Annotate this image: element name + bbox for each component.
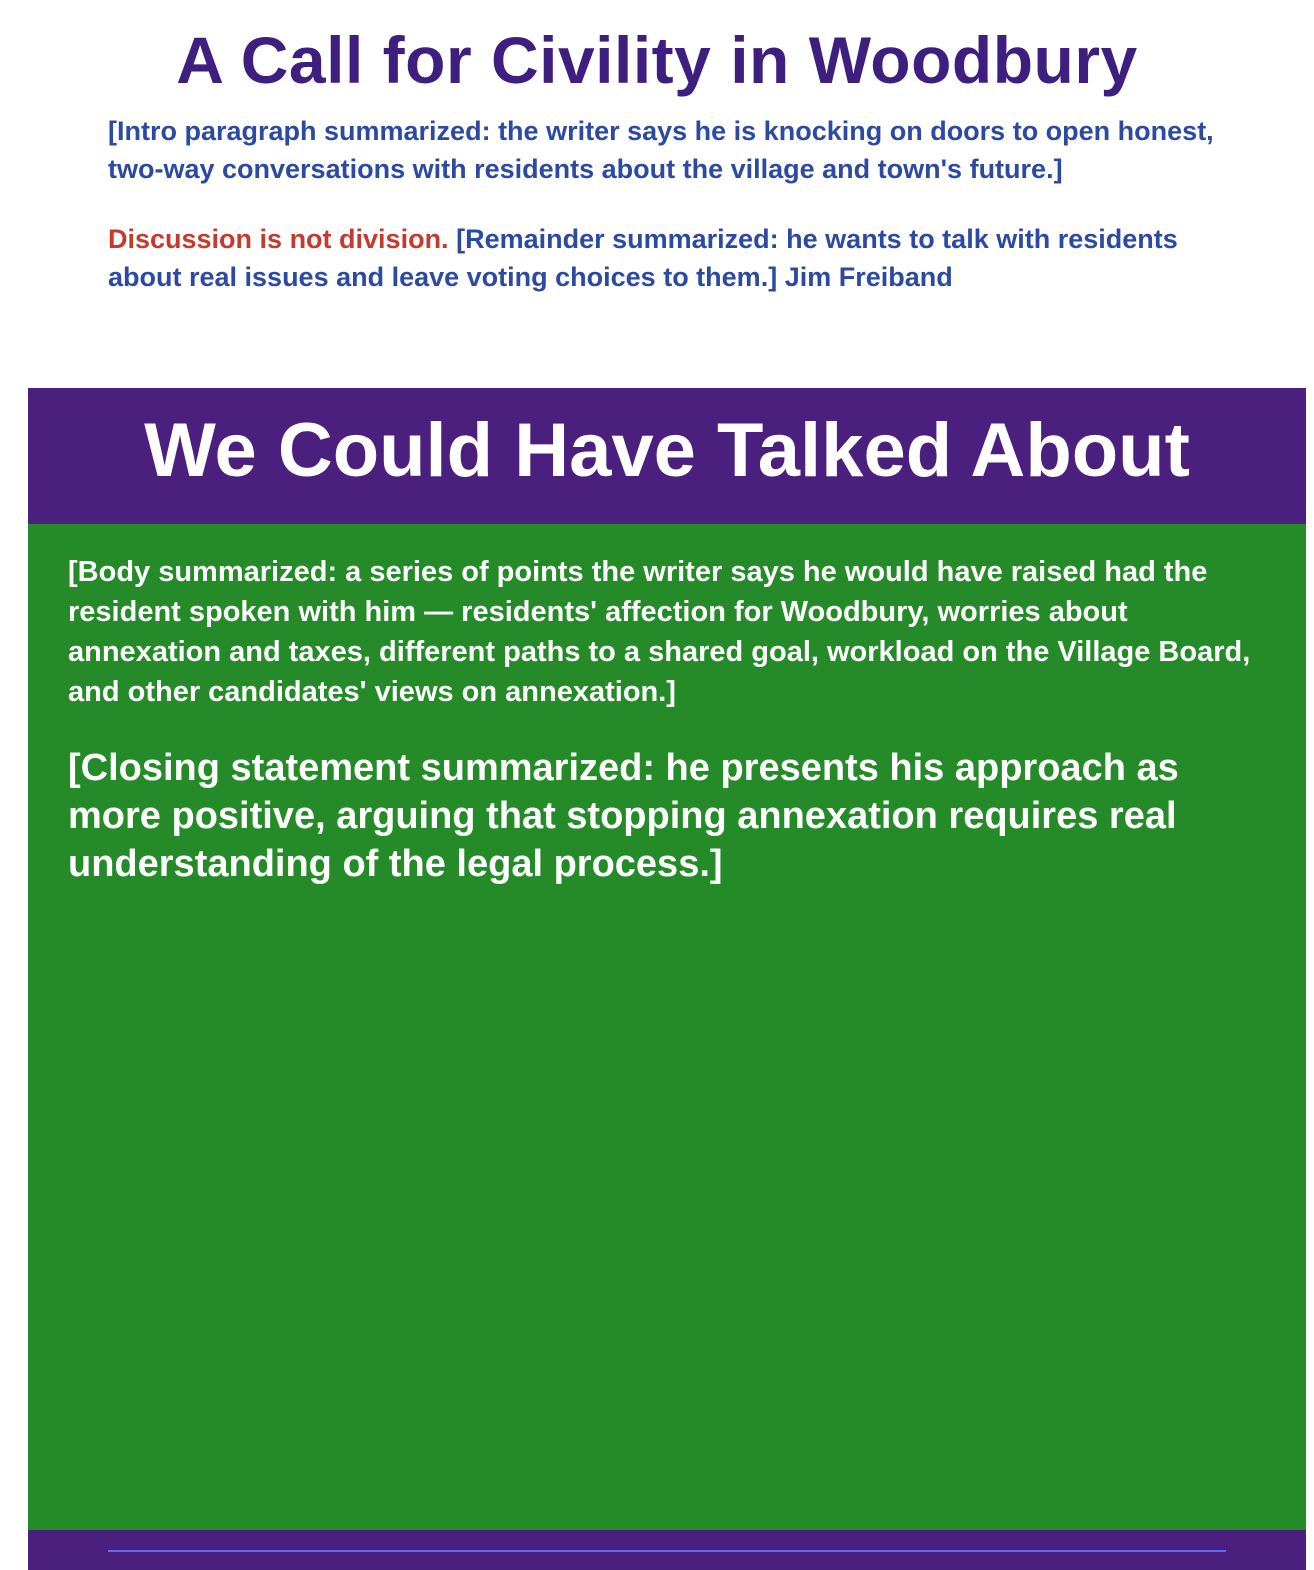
footer-band <box>28 1530 1306 1570</box>
main-content-panel <box>28 524 1306 1530</box>
signature: Jim Freiband <box>784 262 953 292</box>
intro-summary: [Intro paragraph summarized: the writer says he is knocking on doors to open honest, two-way conversations with residents about the village and town's future.] <box>108 116 1214 184</box>
intro-closing-summary: [Remainder summarized: he wants to talk with residents about real issues and leave voting choices to them.] <box>108 224 1178 292</box>
intro-section <box>108 112 1214 296</box>
highlight-text: Discussion is not division. <box>108 224 449 254</box>
footer-divider <box>108 1550 1226 1552</box>
closing-summary: [Closing statement summarized: he presents his approach as more positive, arguing that stopping annexation requires real understanding of the legal process.] <box>68 747 1179 885</box>
main-summary: [Body summarized: a series of points the writer says he would have raised had the resident spoken with him — residents' affection for Woodbury, worries about annexation and taxes, different paths to a shared goal, workload on the Village Board, and other candidates' views on annexation.] <box>68 556 1251 708</box>
page-title: A Call for Civility in Woodbury <box>176 23 1138 97</box>
section-banner: We Could Have Talked About <box>28 388 1306 524</box>
intro-closing <box>108 220 1214 296</box>
